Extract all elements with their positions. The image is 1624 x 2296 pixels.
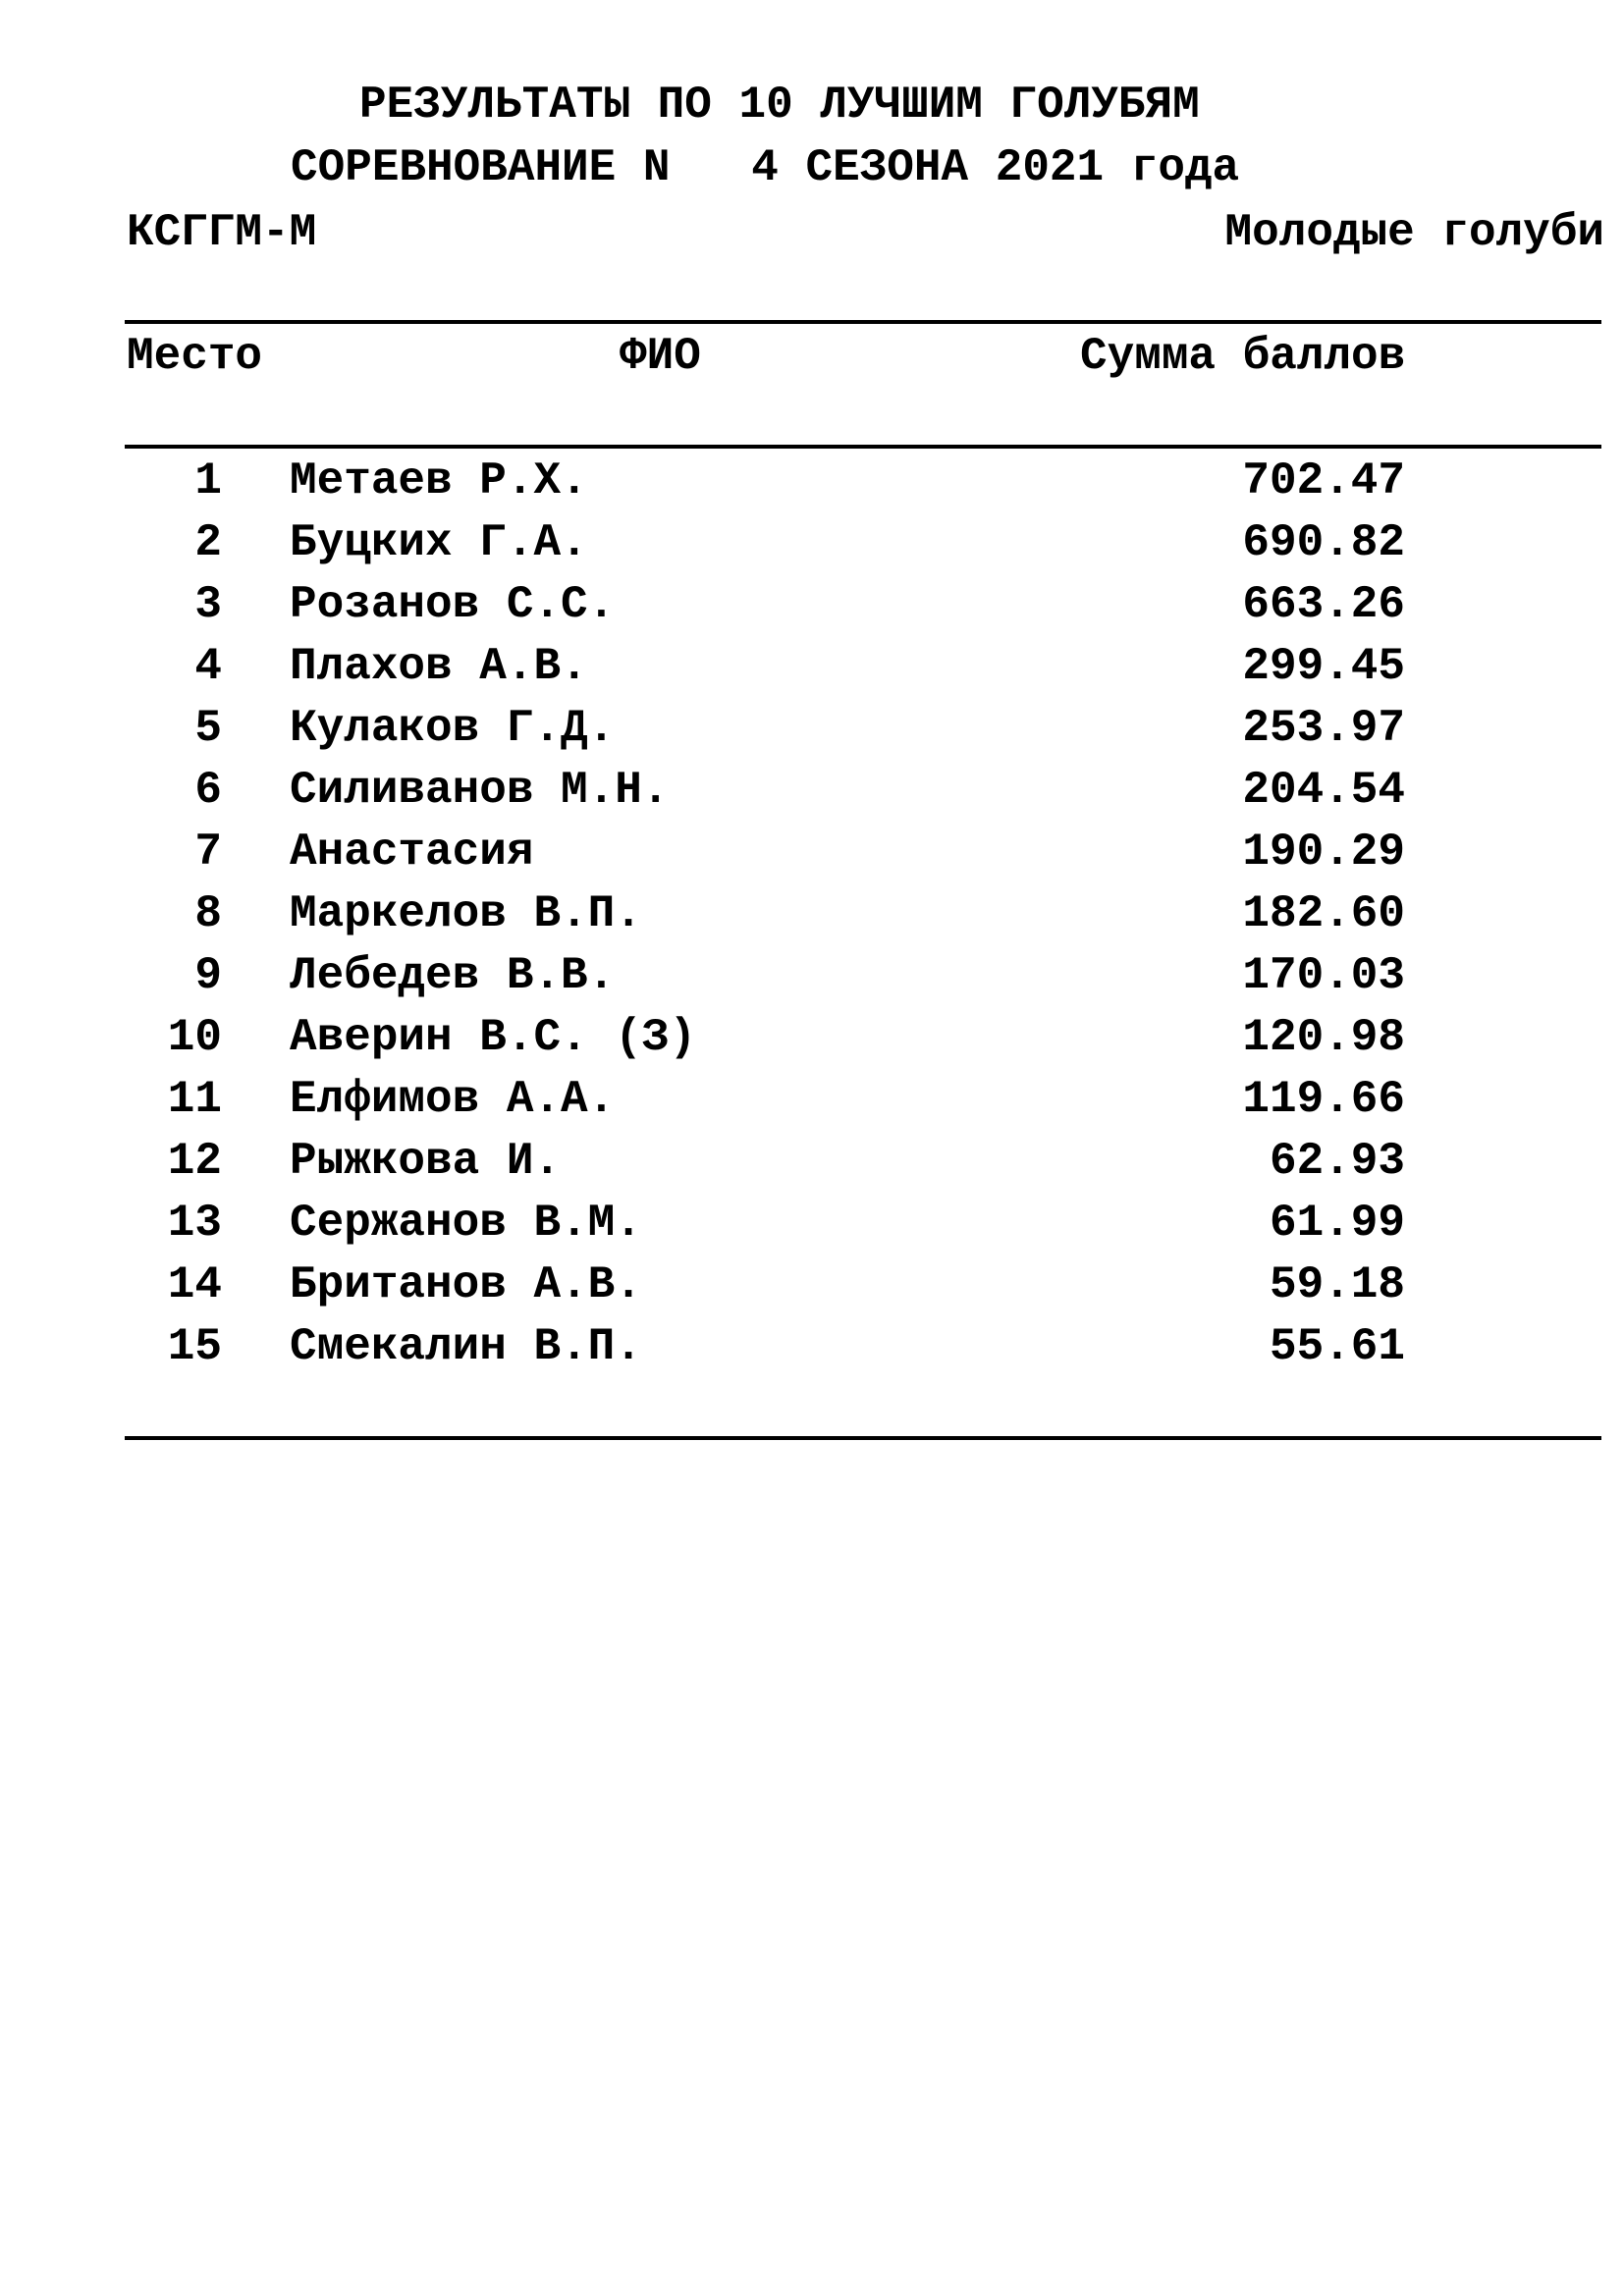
score-cell: 61.99 <box>1269 1198 1405 1249</box>
name-cell: Рыжкова И. <box>290 1136 562 1187</box>
report-title: РЕЗУЛЬТАТЫ ПО 10 ЛУЧШИМ ГОЛУБЯМ <box>359 80 1200 131</box>
name-cell: Силиванов М.Н. <box>290 765 670 816</box>
name-cell: Анастасия <box>290 827 534 878</box>
top-divider <box>125 320 1601 324</box>
score-cell: 62.93 <box>1269 1136 1405 1187</box>
place-cell: 4 <box>194 641 222 692</box>
place-cell: 3 <box>194 579 222 630</box>
score-cell: 182.60 <box>1242 888 1405 939</box>
name-cell: Лебедев В.В. <box>290 950 616 1001</box>
report-subtitle: СОРЕВНОВАНИЕ N 4 СЕЗОНА 2021 года <box>291 142 1240 193</box>
place-cell: 8 <box>194 888 222 939</box>
bottom-divider <box>125 1436 1601 1440</box>
score-cell: 663.26 <box>1242 579 1405 630</box>
table-row <box>0 1321 1624 1386</box>
place-cell: 6 <box>194 765 222 816</box>
pigeon-category: Молодые голуби <box>1224 207 1604 258</box>
score-cell: 119.66 <box>1242 1074 1405 1125</box>
column-header-place: Место <box>127 331 263 382</box>
table-row <box>0 641 1624 706</box>
place-cell: 2 <box>194 517 222 568</box>
place-cell: 7 <box>194 827 222 878</box>
place-cell: 14 <box>167 1259 222 1310</box>
name-cell: Маркелов В.П. <box>290 888 642 939</box>
table-row <box>0 455 1624 520</box>
table-row <box>0 517 1624 582</box>
place-cell: 13 <box>167 1198 222 1249</box>
column-header-name: ФИО <box>620 331 701 382</box>
score-cell: 190.29 <box>1242 827 1405 878</box>
table-row <box>0 1136 1624 1201</box>
score-cell: 690.82 <box>1242 517 1405 568</box>
place-cell: 5 <box>194 703 222 754</box>
name-cell: Метаев Р.Х. <box>290 455 588 507</box>
place-cell: 12 <box>167 1136 222 1187</box>
table-row <box>0 888 1624 953</box>
score-cell: 204.54 <box>1242 765 1405 816</box>
club-name: КСГГМ-М <box>127 207 317 258</box>
name-cell: Розанов С.С. <box>290 579 616 630</box>
table-row <box>0 1074 1624 1139</box>
score-cell: 299.45 <box>1242 641 1405 692</box>
name-cell: Британов А.В. <box>290 1259 642 1310</box>
score-cell: 120.98 <box>1242 1012 1405 1063</box>
table-row <box>0 1012 1624 1077</box>
table-row <box>0 1259 1624 1324</box>
table-row <box>0 950 1624 1015</box>
score-cell: 702.47 <box>1242 455 1405 507</box>
name-cell: Плахов А.В. <box>290 641 588 692</box>
table-row <box>0 579 1624 644</box>
place-cell: 10 <box>167 1012 222 1063</box>
score-cell: 170.03 <box>1242 950 1405 1001</box>
name-cell: Смекалин В.П. <box>290 1321 642 1372</box>
place-cell: 15 <box>167 1321 222 1372</box>
table-row <box>0 829 1624 891</box>
name-cell: Сержанов В.М. <box>290 1198 642 1249</box>
place-cell: 1 <box>194 455 222 507</box>
place-cell: 9 <box>194 950 222 1001</box>
place-cell: 11 <box>167 1074 222 1125</box>
score-cell: 253.97 <box>1242 703 1405 754</box>
score-cell: 59.18 <box>1269 1259 1405 1310</box>
table-row <box>0 1198 1624 1262</box>
name-cell: Буцких Г.А. <box>290 517 588 568</box>
name-cell: Аверин В.С. (З) <box>290 1012 697 1063</box>
table-row <box>0 765 1624 829</box>
name-cell: Елфимов А.А. <box>290 1074 616 1125</box>
table-row <box>0 703 1624 768</box>
score-cell: 55.61 <box>1269 1321 1405 1372</box>
name-cell: Кулаков Г.Д. <box>290 703 616 754</box>
column-header-score: Сумма баллов <box>1080 331 1406 382</box>
header-divider <box>125 445 1601 449</box>
